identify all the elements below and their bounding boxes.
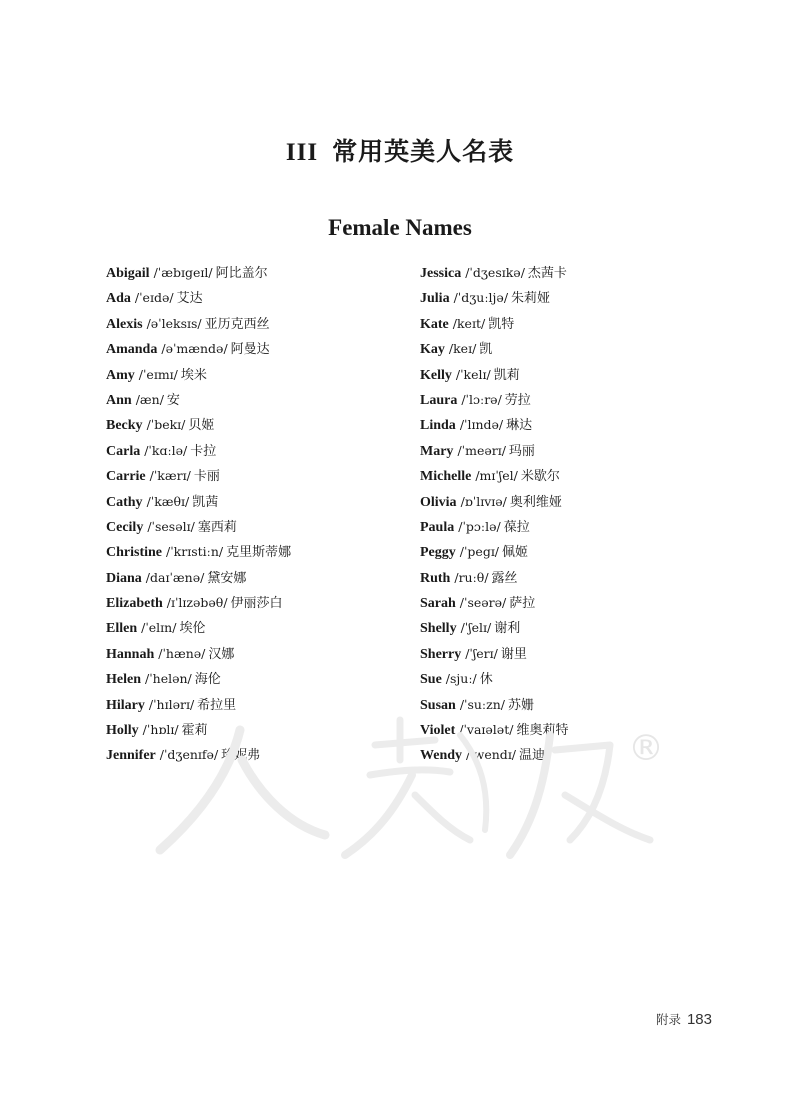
english-name: Carrie xyxy=(106,469,146,485)
english-name: Elizabeth xyxy=(106,596,163,612)
english-name: Julia xyxy=(420,291,450,307)
chinese-name: 凯特 xyxy=(488,316,515,332)
list-item xyxy=(106,362,291,387)
pronunciation: /æn/ xyxy=(135,391,164,407)
chinese-name: 希拉里 xyxy=(197,697,237,713)
list-item xyxy=(106,438,291,463)
english-name: Hilary xyxy=(106,697,145,713)
english-name: Cathy xyxy=(106,494,143,510)
list-item xyxy=(420,285,568,310)
list-item xyxy=(106,666,291,691)
list-item xyxy=(420,412,568,437)
list-item xyxy=(106,285,291,310)
english-name: Kelly xyxy=(420,367,452,383)
pronunciation: /ˈdʒesɪkə/ xyxy=(465,265,525,280)
english-name: Sherry xyxy=(420,646,462,662)
list-item xyxy=(106,514,291,539)
english-name: Amanda xyxy=(106,342,158,358)
appendix-number: III xyxy=(285,139,319,166)
english-name: Ellen xyxy=(106,621,138,637)
list-item xyxy=(420,641,568,666)
list-item xyxy=(420,539,568,564)
english-name: Holly xyxy=(106,723,139,739)
pronunciation: /ˈeɪmɪ/ xyxy=(138,366,178,382)
chinese-name: 珍妮弗 xyxy=(221,748,261,764)
pronunciation: /ˈhɒlɪ/ xyxy=(142,722,179,738)
list-item xyxy=(420,438,568,463)
list-item xyxy=(106,717,291,742)
english-name: Violet xyxy=(420,723,456,739)
list-item xyxy=(106,387,291,412)
list-item xyxy=(420,590,568,615)
english-name: Kay xyxy=(420,342,445,358)
chinese-name: 卡拉 xyxy=(190,443,217,459)
chinese-name: 艾达 xyxy=(176,291,203,307)
pronunciation: /ˈpɔːlə/ xyxy=(458,518,501,534)
chinese-name: 维奥莉特 xyxy=(516,723,569,739)
chinese-name: 杰茜卡 xyxy=(527,266,567,281)
pronunciation: /daɪˈænə/ xyxy=(145,569,205,585)
pronunciation: /mɪˈʃel/ xyxy=(475,468,518,484)
english-name: Carla xyxy=(106,443,141,459)
pronunciation: /ˈmeərɪ/ xyxy=(457,442,506,458)
english-name: Alexis xyxy=(106,316,143,332)
pronunciation: /ˈʃelɪ/ xyxy=(460,620,492,636)
pronunciation: /ˈelɪn/ xyxy=(141,620,177,636)
appendix-title: 常用英美人名表 xyxy=(332,139,515,166)
chinese-name: 琳达 xyxy=(506,418,533,434)
pronunciation: /ˈdʒuːljə/ xyxy=(453,290,509,306)
english-name: Hannah xyxy=(106,646,155,662)
page-footer xyxy=(656,1010,712,1028)
chinese-name: 葆拉 xyxy=(503,519,530,535)
chinese-name: 凯 xyxy=(479,342,493,358)
english-name: Michelle xyxy=(420,469,472,485)
chinese-name: 埃米 xyxy=(180,367,207,383)
pronunciation: /ˈseərə/ xyxy=(459,595,507,611)
list-item xyxy=(106,590,291,615)
pronunciation: /ˈwendɪ/ xyxy=(466,747,517,763)
chinese-name: 塞西莉 xyxy=(197,519,237,535)
list-item xyxy=(420,742,568,767)
pronunciation: /sjuː/ xyxy=(445,671,477,687)
chinese-name: 萨拉 xyxy=(509,596,536,612)
pronunciation: /ˈkærɪ/ xyxy=(149,468,191,484)
english-name: Peggy xyxy=(420,545,456,561)
english-name: Christine xyxy=(106,545,162,561)
list-item xyxy=(420,387,568,412)
chinese-name: 奥利维娅 xyxy=(509,494,562,510)
chinese-name: 休 xyxy=(479,672,493,688)
english-name: Sue xyxy=(420,672,442,688)
pronunciation: /ɒˈlɪvɪə/ xyxy=(460,493,507,509)
pronunciation: /ɪˈlɪzəbəθ/ xyxy=(166,595,228,611)
list-item xyxy=(106,742,291,767)
english-name: Shelly xyxy=(420,621,457,637)
english-name: Ruth xyxy=(420,570,451,586)
pronunciation: /ˈkrɪstiːn/ xyxy=(166,544,224,560)
pronunciation: /ˈdʒenɪfə/ xyxy=(159,747,219,763)
english-name: Jessica xyxy=(420,266,462,281)
chinese-name: 米歇尔 xyxy=(520,469,560,485)
english-name: Ann xyxy=(106,392,132,408)
pronunciation: /keɪt/ xyxy=(452,315,486,331)
list-item xyxy=(106,692,291,717)
chinese-name: 露丝 xyxy=(491,570,518,586)
chinese-name: 霍莉 xyxy=(181,723,208,739)
list-item xyxy=(420,311,568,336)
name-list-right xyxy=(420,260,568,768)
chinese-name: 伊丽莎白 xyxy=(230,596,283,612)
chinese-name: 谢里 xyxy=(500,646,527,662)
pronunciation: /ˈsuːzn/ xyxy=(459,696,505,712)
pronunciation: /ˈlɪndə/ xyxy=(459,417,504,433)
english-name: Cecily xyxy=(106,519,144,535)
english-name: Diana xyxy=(106,570,142,586)
chinese-name: 苏姗 xyxy=(508,697,535,713)
chinese-name: 埃伦 xyxy=(179,621,206,637)
chinese-name: 凯莉 xyxy=(493,367,520,383)
english-name: Susan xyxy=(420,697,456,713)
chinese-name: 海伦 xyxy=(194,672,221,688)
list-item xyxy=(106,565,291,590)
chinese-name: 安 xyxy=(166,392,180,408)
list-item xyxy=(420,666,568,691)
list-item xyxy=(420,717,568,742)
english-name: Ada xyxy=(106,291,131,307)
list-item xyxy=(420,692,568,717)
chinese-name: 谢利 xyxy=(494,621,521,637)
list-item xyxy=(420,336,568,361)
list-item xyxy=(106,539,291,564)
english-name: Amy xyxy=(106,367,135,383)
section-title: Female Names xyxy=(328,215,472,240)
pronunciation: /ˈhænə/ xyxy=(158,645,206,661)
pronunciation: /ˈbekɪ/ xyxy=(146,417,186,433)
chinese-name: 凯茜 xyxy=(192,494,219,510)
chinese-name: 卡丽 xyxy=(193,469,220,485)
list-item xyxy=(106,412,291,437)
list-item xyxy=(420,565,568,590)
list-item xyxy=(106,260,291,285)
pronunciation: /ˈæbɪgeɪl/ xyxy=(153,265,213,280)
list-item xyxy=(106,489,291,514)
pronunciation: /ˈkelɪ/ xyxy=(455,366,491,382)
chinese-name: 黛安娜 xyxy=(207,570,247,586)
chinese-name: 汉娜 xyxy=(208,646,235,662)
english-name: Kate xyxy=(420,316,449,332)
chinese-name: 温迪 xyxy=(519,748,546,764)
chinese-name: 佩姬 xyxy=(502,545,529,561)
list-item xyxy=(420,615,568,640)
appendix-label: 附录 xyxy=(655,1012,681,1027)
chinese-name: 克里斯蒂娜 xyxy=(226,545,292,561)
list-item xyxy=(420,489,568,514)
list-item xyxy=(106,463,291,488)
english-name: Laura xyxy=(420,392,458,408)
chinese-name: 阿曼达 xyxy=(230,342,270,358)
pronunciation: /ˈvaɪələt/ xyxy=(459,722,514,738)
list-item xyxy=(106,641,291,666)
list-item xyxy=(106,336,291,361)
pronunciation: /ˈkæθɪ/ xyxy=(146,493,190,509)
pronunciation: /ˈhɪlərɪ/ xyxy=(148,696,195,712)
english-name: Helen xyxy=(106,672,141,688)
page-number: 183 xyxy=(686,1011,712,1028)
pronunciation: /ˈhelən/ xyxy=(145,671,192,687)
list-item xyxy=(106,615,291,640)
chinese-name: 阿比盖尔 xyxy=(215,266,268,281)
english-name: Linda xyxy=(420,418,456,434)
pronunciation: /ruːθ/ xyxy=(454,569,489,585)
pronunciation: /ˈlɔːrə/ xyxy=(461,391,502,407)
english-name: Becky xyxy=(106,418,143,434)
list-item xyxy=(420,362,568,387)
chinese-name: 玛丽 xyxy=(508,443,535,459)
english-name: Sarah xyxy=(420,596,456,612)
english-name: Abigail xyxy=(106,266,150,281)
chinese-name: 贝姬 xyxy=(188,418,215,434)
list-item xyxy=(420,463,568,488)
name-list-left xyxy=(106,260,291,768)
chinese-name: 亚历克西丝 xyxy=(204,316,270,332)
pronunciation: /ˈʃerɪ/ xyxy=(465,645,498,661)
pronunciation: /ˈpegɪ/ xyxy=(459,544,500,560)
list-item xyxy=(420,260,568,285)
english-name: Wendy xyxy=(420,748,463,764)
chinese-name: 朱莉娅 xyxy=(511,291,551,307)
english-name: Mary xyxy=(420,443,454,459)
list-item xyxy=(420,514,568,539)
english-name: Paula xyxy=(420,519,455,535)
pronunciation: /ˈsesəlɪ/ xyxy=(147,518,195,534)
registered-mark: ® xyxy=(628,728,664,769)
pronunciation: /keɪ/ xyxy=(448,341,477,357)
chinese-name: 劳拉 xyxy=(504,392,531,408)
list-item xyxy=(106,311,291,336)
english-name: Olivia xyxy=(420,494,457,510)
page-title xyxy=(0,132,800,168)
pronunciation: /əˈmændə/ xyxy=(161,341,228,357)
pronunciation: /ˈeɪdə/ xyxy=(134,290,174,306)
pronunciation: /ˈkɑːlə/ xyxy=(144,442,188,458)
pronunciation: /əˈleksɪs/ xyxy=(146,315,202,331)
english-name: Jennifer xyxy=(106,748,156,764)
